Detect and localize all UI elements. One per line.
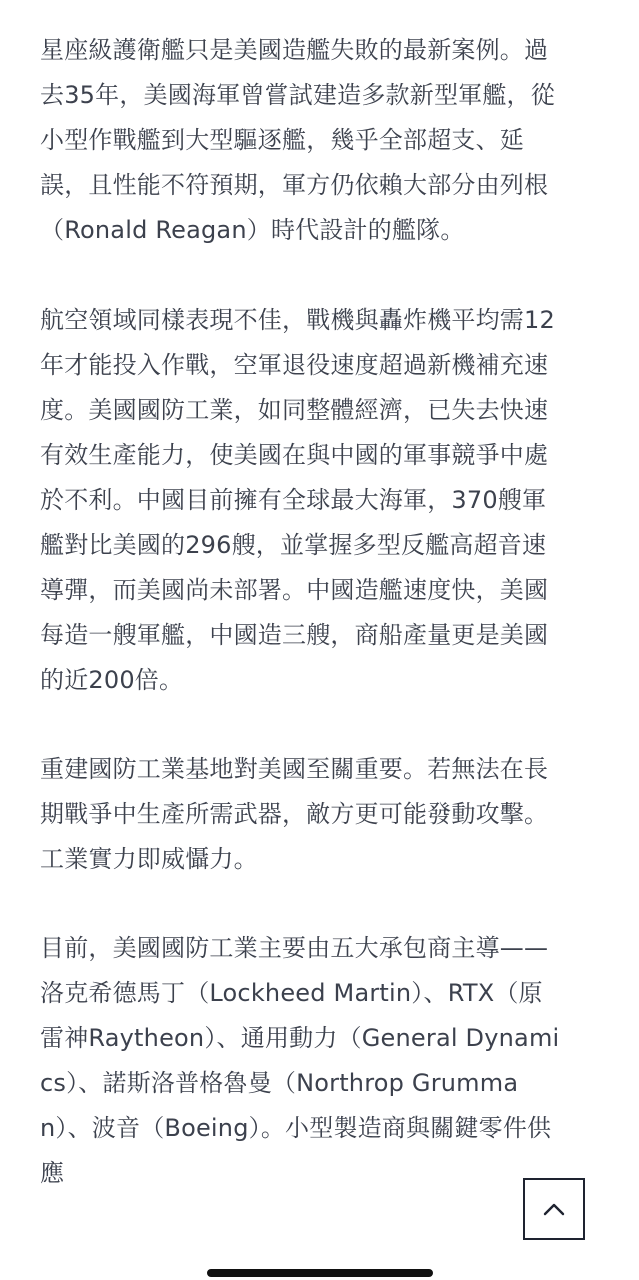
article-paragraph-3: 重建國防工業基地對美國至關重要。若無法在長期戰爭中生產所需武器，敵方更可能發動攻擊。工業實力即威懾力。 — [40, 755, 549, 873]
article-paragraph-2: 航空領域同樣表現不佳，戰機與轟炸機平均需12年才能投入作戰，空軍退役速度超過新機補充速度。美國國防工業，如同整體經濟，已失去快速有效生產能力，使美國在與中國的軍事競爭中處於不利。中國目前擁有全球最大海軍，370艘軍艦對比美國的296艘，並掌握多型反艦高超音速導彈，而美國尚未部署。中國造艦速度快，美國每造一艘軍艦，中國造三艘，商船產量更是美國的近200倍。 — [40, 306, 555, 694]
home-indicator — [207, 1269, 433, 1277]
chevron-up-icon — [543, 1202, 565, 1216]
article-body — [40, 28, 560, 1196]
scroll-to-top-button[interactable] — [523, 1178, 585, 1240]
article-paragraph-4: 目前，美國國防工業主要由五大承包商主導——洛克希德馬丁（Lockheed Martin）、RTX（原雷神Raytheon）、通用動力（General Dynamics）、諾斯洛普格魯曼（Northrop Grumman）、波音（Boeing）。小型製造商與關鍵零件供應 — [40, 934, 560, 1187]
article-paragraph-1: 星座級護衛艦只是美國造艦失敗的最新案例。過去35年，美國海軍曾嘗試建造多款新型軍艦，從小型作戰艦到大型驅逐艦，幾乎全部超支、延誤，且性能不符預期，軍方仍依賴大部分由列根（Ronald Reagan）時代設計的艦隊。 — [40, 36, 555, 244]
